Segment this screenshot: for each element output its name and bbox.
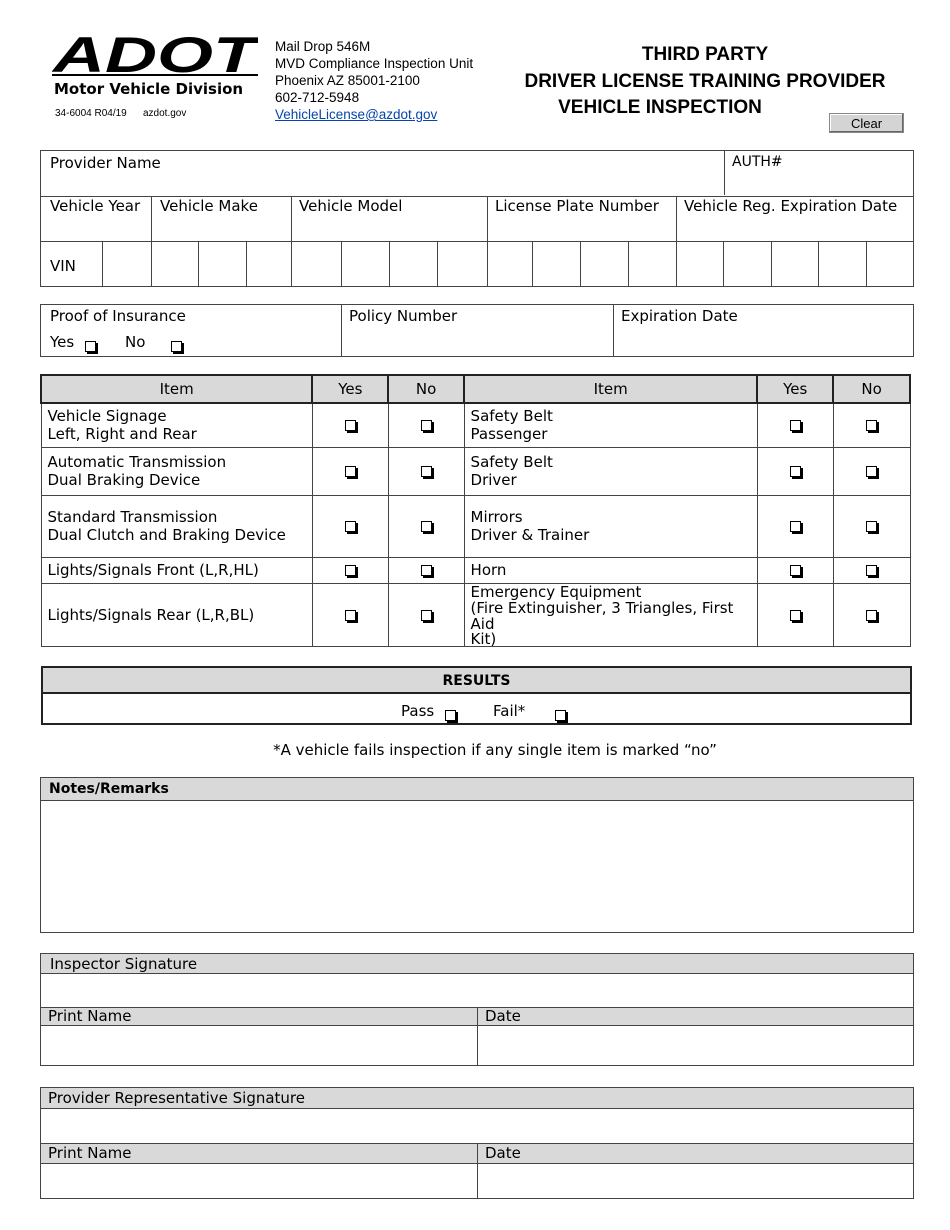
checklist-item <box>41 403 312 447</box>
policy-number-label: Policy Number <box>349 307 458 325</box>
fail-footnote: *A vehicle fails inspection if any single item is marked “no” <box>273 741 717 759</box>
provider-rep-date-label: Date <box>485 1144 521 1162</box>
item-line: Standard Transmission <box>47 508 218 526</box>
checklist-item <box>41 447 312 495</box>
website: azdot.gov <box>143 108 187 119</box>
adot-logo <box>52 32 258 76</box>
item-line: Lights/Signals Rear (L,R,BL) <box>47 605 255 624</box>
standard-transmission-yes-checkbox[interactable] <box>345 521 356 532</box>
lights-front-yes-checkbox[interactable] <box>345 565 356 576</box>
horn-no-checkbox[interactable] <box>866 565 877 576</box>
item-line: Left, Right and Rear <box>47 425 197 444</box>
automatic-transmission-no-checkbox[interactable] <box>421 466 432 477</box>
item-line: Mirrors <box>470 508 523 526</box>
item-line: Passenger <box>470 425 548 444</box>
insurance-no-checkbox[interactable] <box>171 341 182 352</box>
insurance-yes-label: Yes <box>50 333 75 351</box>
provider-rep-signature-box <box>40 1087 914 1199</box>
division-name: Motor Vehicle Division <box>54 80 244 98</box>
inspector-date-field[interactable] <box>478 1027 913 1065</box>
reg-exp-label: Vehicle Reg. Expiration Date <box>684 197 898 215</box>
proof-of-insurance-label: Proof of Insurance <box>50 307 186 325</box>
item-line: Vehicle Signage <box>47 407 167 426</box>
standard-transmission-no-checkbox[interactable] <box>421 521 432 532</box>
yes-header: Yes <box>757 375 833 403</box>
notes-title: Notes/Remarks <box>41 778 913 801</box>
item-header: Item <box>41 375 312 403</box>
auth-field[interactable] <box>725 151 913 196</box>
insurance-no-label: No <box>125 333 146 351</box>
vin-label: VIN <box>50 257 76 275</box>
plate-label: License Plate Number <box>495 197 659 215</box>
vehicle-info-box <box>40 150 914 287</box>
vehicle-signage-no-checkbox[interactable] <box>421 420 432 431</box>
vehicle-year-field[interactable] <box>41 197 151 241</box>
title-line: VEHICLE INSPECTION <box>558 97 762 118</box>
svg-text:ADOT: ADOT <box>52 32 258 76</box>
auth-label: AUTH# <box>732 154 783 170</box>
automatic-transmission-yes-checkbox[interactable] <box>345 466 356 477</box>
provider-name-label: Provider Name <box>50 154 161 172</box>
item-line: Dual Clutch and Braking Device <box>47 526 286 544</box>
checklist-item <box>464 447 757 495</box>
provider-rep-signature-label: Provider Representative Signature <box>41 1088 913 1109</box>
lights-rear-yes-checkbox[interactable] <box>345 610 356 621</box>
item-line: Dual Braking Device <box>47 471 201 489</box>
checklist-item <box>41 557 312 583</box>
checklist-item <box>41 495 312 557</box>
vehicle-year-label: Vehicle Year <box>50 197 141 215</box>
vehicle-make-field[interactable] <box>152 197 291 241</box>
item-header: Item <box>464 375 757 403</box>
emergency-equipment-no-checkbox[interactable] <box>866 610 877 621</box>
checklist-item <box>464 403 757 447</box>
lights-front-no-checkbox[interactable] <box>421 565 432 576</box>
clear-button[interactable]: Clear <box>829 113 904 133</box>
safety-belt-passenger-no-checkbox[interactable] <box>866 420 877 431</box>
inspector-date-label: Date <box>485 1007 521 1025</box>
reg-exp-field[interactable] <box>677 197 913 241</box>
lights-rear-no-checkbox[interactable] <box>421 610 432 621</box>
address-block <box>275 38 473 123</box>
fail-label: Fail* <box>493 702 526 720</box>
no-header: No <box>833 375 910 403</box>
results-title: RESULTS <box>43 668 910 694</box>
vehicle-signage-yes-checkbox[interactable] <box>345 420 356 431</box>
provider-rep-signature-field[interactable] <box>41 1110 913 1143</box>
inspector-print-name-label: Print Name <box>48 1007 132 1025</box>
notes-box <box>40 777 914 933</box>
email-link[interactable]: VehicleLicense@azdot.gov <box>275 107 438 122</box>
inspector-print-name-field[interactable] <box>41 1027 477 1065</box>
safety-belt-driver-no-checkbox[interactable] <box>866 466 877 477</box>
item-line: Emergency Equipment <box>470 582 642 601</box>
expiration-date-field[interactable] <box>614 327 913 357</box>
insurance-yes-checkbox[interactable] <box>85 341 96 352</box>
plate-field[interactable] <box>488 197 676 241</box>
safety-belt-passenger-yes-checkbox[interactable] <box>790 420 801 431</box>
checklist-row <box>41 583 910 646</box>
emergency-equipment-yes-checkbox[interactable] <box>790 610 801 621</box>
expiration-date-label: Expiration Date <box>621 307 738 325</box>
vehicle-model-field[interactable] <box>292 197 487 241</box>
checklist-item <box>41 583 312 646</box>
no-header: No <box>388 375 464 403</box>
pass-checkbox[interactable] <box>445 710 456 721</box>
fail-checkbox[interactable] <box>555 710 566 721</box>
inspector-signature-field[interactable] <box>41 975 913 1007</box>
notes-field[interactable] <box>41 802 913 932</box>
item-line: Safety Belt <box>470 453 553 471</box>
provider-rep-print-name-label: Print Name <box>48 1144 132 1162</box>
title-line: DRIVER LICENSE TRAINING PROVIDER <box>524 70 886 92</box>
pass-label: Pass <box>401 702 435 720</box>
adot-logo-graphic <box>52 32 258 76</box>
horn-yes-checkbox[interactable] <box>790 565 801 576</box>
yes-header: Yes <box>312 375 388 403</box>
insurance-box <box>40 304 914 357</box>
policy-number-field[interactable] <box>342 327 612 357</box>
item-line: Driver <box>470 471 517 489</box>
item-line: Automatic Transmission <box>47 453 227 471</box>
vehicle-make-label: Vehicle Make <box>160 197 258 215</box>
phone-number: 602-712-5948 <box>275 90 360 105</box>
mirrors-no-checkbox[interactable] <box>866 521 877 532</box>
item-line: (Fire Extinguisher, 3 Triangles, First Aid <box>470 598 734 633</box>
form-number: 34-6004 R04/19 <box>55 108 127 119</box>
inspector-signature-label: Inspector Signature <box>41 954 913 974</box>
address-line: Phoenix AZ 85001-2100 <box>275 73 420 88</box>
item-line: Kit) <box>470 629 497 648</box>
form-title <box>500 42 910 122</box>
mirrors-yes-checkbox[interactable] <box>790 521 801 532</box>
safety-belt-driver-yes-checkbox[interactable] <box>790 466 801 477</box>
results-box <box>41 666 912 725</box>
item-line: Lights/Signals Front (L,R,HL) <box>47 561 259 579</box>
checklist-header-row <box>41 375 910 403</box>
provider-name-field[interactable] <box>41 151 724 196</box>
checklist-row <box>41 557 910 583</box>
inspector-signature-box <box>40 953 914 1066</box>
title-line: THIRD PARTY <box>641 44 769 65</box>
address-line: MVD Compliance Inspection Unit <box>275 56 474 71</box>
checklist-item <box>464 583 757 646</box>
inspection-checklist <box>40 374 911 647</box>
item-line: Driver & Trainer <box>470 526 590 544</box>
item-line: Safety Belt <box>470 407 553 426</box>
item-line: Horn <box>470 561 507 579</box>
vehicle-model-label: Vehicle Model <box>299 197 403 215</box>
checklist-item <box>464 557 757 583</box>
checklist-row <box>41 403 910 447</box>
address-line: Mail Drop 546M <box>275 39 371 54</box>
logo-rule <box>52 74 258 76</box>
checklist-item <box>464 495 757 557</box>
checklist-row <box>41 495 910 557</box>
checklist-row <box>41 447 910 495</box>
provider-rep-date-field[interactable] <box>478 1165 913 1198</box>
provider-rep-print-name-field[interactable] <box>41 1165 477 1198</box>
vin-field[interactable] <box>103 242 913 286</box>
